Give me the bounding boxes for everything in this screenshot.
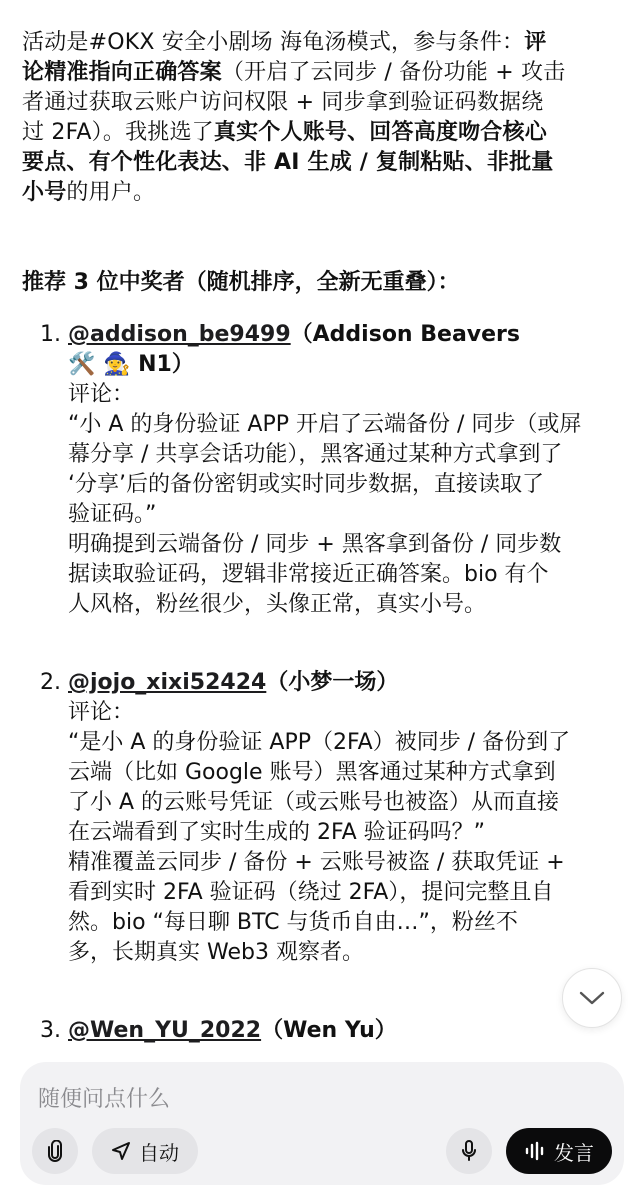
list-item — [68, 320, 628, 620]
paperclip-icon — [46, 1140, 64, 1162]
send-arrow-icon — [111, 1141, 131, 1161]
note-line: 精准覆盖云同步 / 备份 + 云账号被盗 / 获取凭证 + — [68, 850, 565, 875]
speak-button[interactable] — [506, 1128, 612, 1174]
user-display-name: （小梦一场） — [266, 670, 399, 695]
intro-paragraph — [22, 28, 622, 208]
intro-bold: 真实个人账号、回答高度吻合核心 — [213, 120, 547, 145]
intro-text: 的用户。 — [66, 180, 156, 205]
note-line: 据读取验证码，逻辑非常接近正确答案。bio 有个 — [68, 562, 549, 587]
user-handle-link[interactable]: @addison_be9499 — [68, 322, 291, 347]
comment-line: 了小 A 的云账号凭证（或云账号也被盗）从而直接 — [68, 790, 560, 815]
intro-text: 过 2FA）。我挑选了 — [22, 120, 214, 145]
note-line: 然。bio “每日聊 BTC 与货币自由…”，粉丝不 — [68, 910, 518, 935]
attach-button[interactable] — [32, 1128, 78, 1174]
note-line: 人风格，粉丝很少，头像正常，真实小号。 — [68, 592, 487, 617]
note-line: 看到实时 2FA 验证码（绕过 2FA），提问完整且自 — [68, 880, 554, 905]
intro-bold: 小号 — [22, 180, 67, 205]
intro-bold: 要点、有个性化表达、非 AI 生成 / 复制粘贴、非批量 — [22, 150, 554, 175]
microphone-button[interactable] — [446, 1128, 492, 1174]
note-line: 明确提到云端备份 / 同步 + 黑客拿到备份 / 同步数 — [68, 532, 562, 557]
user-display-name: （Wen Yu） — [261, 1018, 397, 1043]
comment-line: “小 A 的身份验证 APP 开启了云端备份 / 同步（或屏 — [68, 412, 582, 437]
chevron-down-icon — [579, 990, 605, 1006]
user-display-name-cont: 🛠️ 🧙‍♀️ N1） — [68, 352, 194, 377]
user-handle-link[interactable]: @Wen_YU_2022 — [68, 1018, 262, 1043]
list-item — [68, 1016, 628, 1046]
auto-mode-button[interactable] — [92, 1128, 198, 1174]
intro-text: （开启了云同步 / 备份功能 + 攻击 — [221, 60, 566, 85]
microphone-icon — [461, 1140, 477, 1162]
intro-text: 活动是#OKX 安全小剧场 海龟汤模式，参与条件： — [22, 30, 525, 55]
comment-line: “是小 A 的身份验证 APP（2FA）被同步 / 备份到了 — [68, 730, 571, 755]
intro-bold: 论精准指向正确答案 — [22, 60, 222, 85]
scroll-down-button[interactable] — [562, 968, 622, 1028]
list-number: 2. — [40, 670, 61, 695]
auto-mode-label: 自动 — [139, 1140, 179, 1165]
speak-label: 发言 — [554, 1140, 594, 1165]
list-item — [68, 668, 628, 968]
user-display-name: （Addison Beavers — [290, 322, 520, 347]
waveform-icon — [524, 1141, 546, 1161]
comment-label: 评论： — [68, 700, 135, 725]
user-handle-link[interactable]: @jojo_xixi52424 — [68, 670, 267, 695]
comment-line: 幕分享 / 共享会话功能），黑客通过某种方式拿到了 — [68, 442, 563, 467]
comment-line: ‘分享’后的备份密钥或实时同步数据，直接读取了 — [68, 472, 544, 497]
list-number: 3. — [40, 1018, 61, 1043]
intro-text: 者通过获取云账户访问权限 + 同步拿到验证码数据绕 — [22, 90, 544, 115]
comment-label: 评论： — [68, 382, 135, 407]
comment-line: 在云端看到了实时生成的 2FA 验证码吗？” — [68, 820, 486, 845]
list-number: 1. — [40, 322, 61, 347]
winners-heading: 推荐 3 位中奖者（随机排序，全新无重叠）： — [22, 270, 460, 295]
message-input[interactable]: 随便问点什么 — [38, 1087, 171, 1112]
intro-bold: 评 — [524, 30, 547, 55]
note-line: 多，长期真实 Web3 观察者。 — [68, 940, 364, 965]
comment-line: 云端（比如 Google 账号）黑客通过某种方式拿到 — [68, 760, 556, 785]
comment-line: 验证码。” — [68, 502, 157, 527]
